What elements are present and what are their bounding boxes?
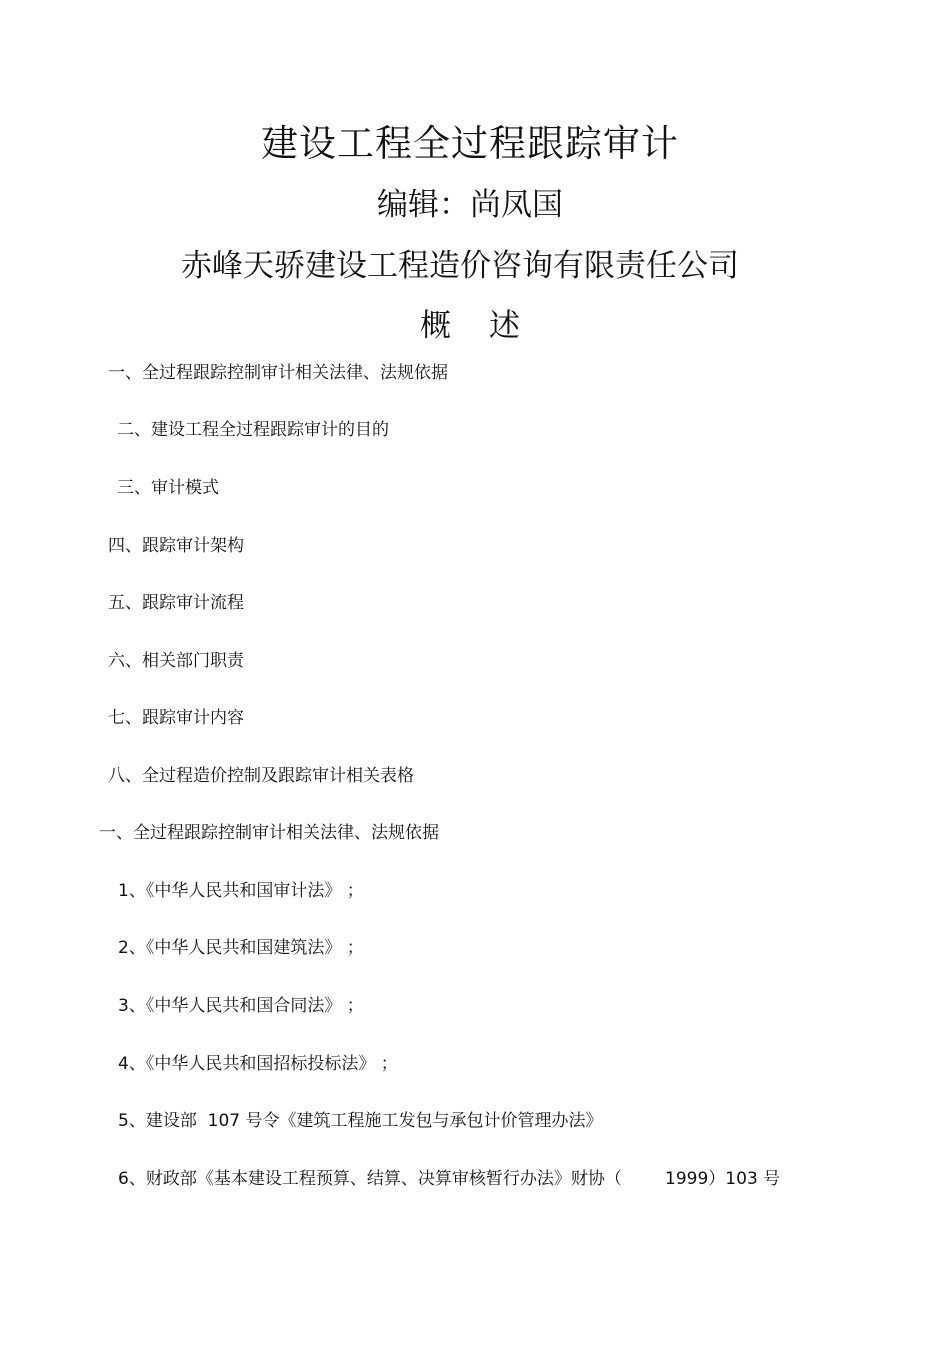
law-item-1: 1、《中华人民共和国审计法》 ； — [118, 881, 364, 901]
law-item-6: 6、财政部《基本建设工程预算、结算、决算审核暂行办法》财协（ 1999）103 号 — [118, 1169, 781, 1189]
overview-heading: 概述 — [420, 308, 558, 344]
toc-item-2: 二、建设工程全过程跟踪审计的目的 — [117, 420, 389, 440]
editor-line: 编辑：尚凤国 — [377, 187, 563, 223]
toc-item-1: 一、全过程跟踪控制审计相关法律、法规依据 — [108, 363, 448, 383]
toc-item-3: 三、审计模式 — [117, 478, 219, 498]
toc-item-6: 六、相关部门职责 — [108, 651, 244, 671]
law-item-4: 4、《中华人民共和国招标投标法》 ； — [118, 1054, 398, 1074]
toc-item-5: 五、跟踪审计流程 — [108, 593, 244, 613]
toc-item-7: 七、跟踪审计内容 — [108, 708, 244, 728]
toc-item-8: 八、全过程造价控制及跟踪审计相关表格 — [108, 766, 414, 786]
company-name: 赤峰天骄建设工程造价咨询有限责任公司 — [181, 248, 739, 284]
section-heading: 一、全过程跟踪控制审计相关法律、法规依据 — [99, 823, 439, 843]
toc-item-4: 四、跟踪审计架构 — [108, 536, 244, 556]
document-title: 建设工程全过程跟踪审计 — [261, 122, 679, 165]
law-item-2: 2、《中华人民共和国建筑法》 ； — [118, 938, 364, 958]
law-item-5: 5、建设部 107 号令《建筑工程施工发包与承包计价管理办法》 — [118, 1111, 603, 1131]
law-item-3: 3、《中华人民共和国合同法》 ； — [118, 996, 364, 1016]
